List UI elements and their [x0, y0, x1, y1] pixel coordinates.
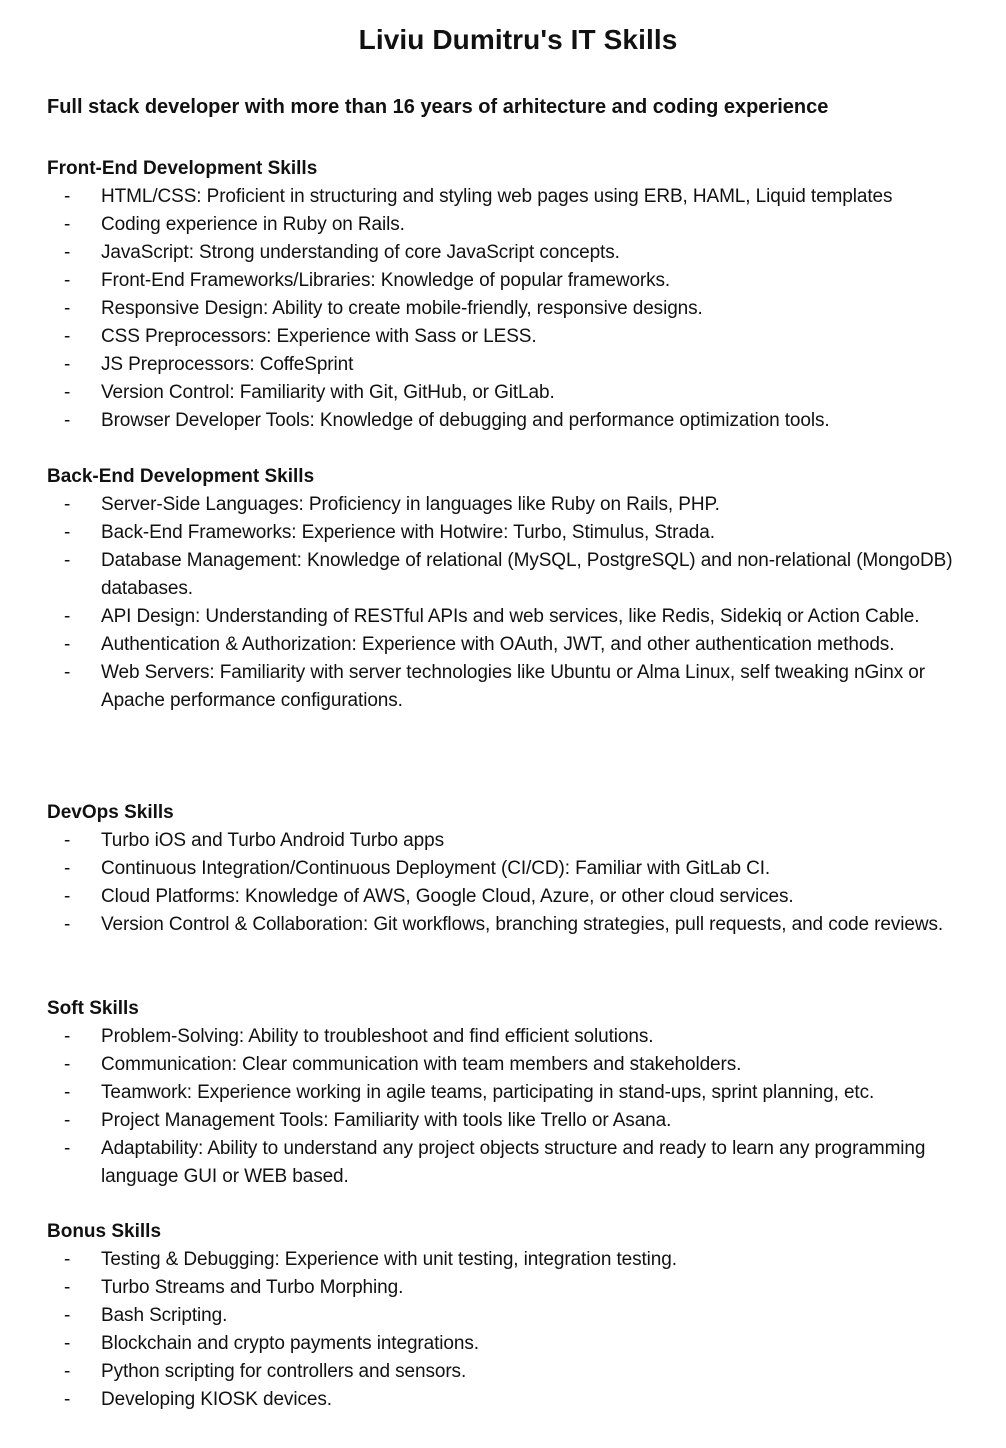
list-item [47, 407, 982, 435]
list-item-text: Bash Scripting. [101, 1305, 228, 1326]
list-item [47, 211, 982, 239]
list-item [47, 883, 982, 911]
list-item-text: Front-End Frameworks/Libraries: Knowledge of popular frameworks. [101, 270, 671, 291]
skill-list [47, 183, 982, 435]
bullet-dash: - [64, 410, 71, 431]
list-item [47, 519, 982, 547]
list-item [47, 603, 982, 631]
section-heading: DevOps Skills [47, 802, 174, 823]
bullet-dash: - [64, 186, 71, 207]
bullet-dash: - [64, 1361, 71, 1382]
list-item [47, 239, 982, 267]
list-item [47, 827, 982, 855]
bullet-dash: - [64, 522, 71, 543]
list-item [47, 1051, 982, 1079]
skill-list [47, 491, 982, 715]
bullet-dash: - [64, 1110, 71, 1131]
list-item-text: Python scripting for controllers and sensors. [101, 1361, 467, 1382]
list-item [47, 295, 982, 323]
list-item-text: API Design: Understanding of RESTful APIs and web services, like Redis, Sidekiq or Action Cable. [101, 606, 920, 627]
list-item [47, 1079, 982, 1107]
list-item [47, 659, 982, 715]
list-item [47, 1246, 982, 1274]
bullet-dash: - [64, 634, 71, 655]
bullet-dash: - [64, 354, 71, 375]
list-item-text: Problem-Solving: Ability to troubleshoot and find efficient solutions. [101, 1026, 654, 1047]
list-item [47, 1358, 982, 1386]
bullet-dash: - [64, 1277, 71, 1298]
list-item [47, 1023, 982, 1051]
list-item [47, 267, 982, 295]
list-item-text: Coding experience in Ruby on Rails. [101, 214, 405, 235]
list-item-text: JS Preprocessors: CoffeSprint [101, 354, 354, 375]
bullet-dash: - [64, 550, 71, 571]
bullet-dash: - [64, 1082, 71, 1103]
list-item-text: Turbo Streams and Turbo Morphing. [101, 1277, 404, 1298]
section-front-end [47, 155, 982, 435]
list-item [47, 323, 982, 351]
page-title: Liviu Dumitru's IT Skills [358, 24, 678, 55]
list-item-text: Cloud Platforms: Knowledge of AWS, Google Cloud, Azure, or other cloud services. [101, 886, 794, 907]
list-item-text: HTML/CSS: Proficient in structuring and styling web pages using ERB, HAML, Liquid templates [101, 186, 893, 207]
bullet-dash: - [64, 1305, 71, 1326]
bullet-dash: - [64, 830, 71, 851]
list-item-text: Testing & Debugging: Experience with unit testing, integration testing. [101, 1249, 677, 1270]
list-item [47, 491, 982, 519]
section-heading: Back-End Development Skills [47, 466, 315, 487]
bullet-dash: - [64, 1333, 71, 1354]
bullet-dash: - [64, 326, 71, 347]
bullet-dash: - [64, 1138, 71, 1159]
list-item-text: Version Control & Collaboration: Git workflows, branching strategies, pull requests, and code reviews. [101, 914, 944, 935]
list-item [47, 1302, 982, 1330]
list-item [47, 1274, 982, 1302]
bullet-dash: - [64, 270, 71, 291]
list-item [47, 1330, 982, 1358]
list-item-text: Developing KIOSK devices. [101, 1389, 332, 1410]
list-item [47, 547, 982, 603]
bullet-dash: - [64, 662, 71, 683]
list-item [47, 1107, 982, 1135]
bullet-dash: - [64, 494, 71, 515]
list-item-text: JavaScript: Strong understanding of core JavaScript concepts. [101, 242, 620, 263]
bullet-dash: - [64, 214, 71, 235]
section-bonus-skills [47, 1218, 982, 1414]
list-item-text: Teamwork: Experience working in agile teams, participating in stand-ups, sprint planning, etc. [101, 1082, 875, 1103]
page-subtitle: Full stack developer with more than 16 years of arhitecture and coding experience [47, 96, 829, 118]
list-item-text: Turbo iOS and Turbo Android Turbo apps [101, 830, 444, 851]
list-item-text: Responsive Design: Ability to create mobile-friendly, responsive designs. [101, 298, 703, 319]
bullet-dash: - [64, 858, 71, 879]
bullet-dash: - [64, 1054, 71, 1075]
section-heading: Soft Skills [47, 998, 139, 1019]
skill-list [47, 827, 982, 939]
section-heading: Bonus Skills [47, 1221, 162, 1242]
bullet-dash: - [64, 886, 71, 907]
list-item [47, 855, 982, 883]
list-item-text: Database Management: Knowledge of relational (MySQL, PostgreSQL) and non-relational (MongoDB) databases. [101, 550, 953, 599]
bullet-dash: - [64, 242, 71, 263]
list-item-text: CSS Preprocessors: Experience with Sass or LESS. [101, 326, 537, 347]
section-back-end [47, 463, 982, 715]
bullet-dash: - [64, 606, 71, 627]
skill-list [47, 1023, 982, 1191]
list-item [47, 631, 982, 659]
bullet-dash: - [64, 382, 71, 403]
bullet-dash: - [64, 1249, 71, 1270]
bullet-dash: - [64, 298, 71, 319]
list-item-text: Authentication & Authorization: Experience with OAuth, JWT, and other authentication methods. [101, 634, 895, 655]
list-item-text: Continuous Integration/Continuous Deployment (CI/CD): Familiar with GitLab CI. [101, 858, 771, 879]
section-soft-skills [47, 995, 982, 1191]
list-item-text: Project Management Tools: Familiarity with tools like Trello or Asana. [101, 1110, 672, 1131]
list-item [47, 379, 982, 407]
list-item [47, 1386, 982, 1414]
list-item-text: Server-Side Languages: Proficiency in languages like Ruby on Rails, PHP. [101, 494, 720, 515]
section-devops [47, 799, 982, 939]
section-heading: Front-End Development Skills [47, 158, 318, 179]
list-item-text: Back-End Frameworks: Experience with Hotwire: Turbo, Stimulus, Strada. [101, 522, 715, 543]
list-item-text: Browser Developer Tools: Knowledge of debugging and performance optimization tools. [101, 410, 830, 431]
list-item-text: Adaptability: Ability to understand any project objects structure and ready to learn any programming language GUI or WEB based. [101, 1138, 926, 1187]
list-item [47, 1135, 982, 1191]
list-item [47, 351, 982, 379]
list-item-text: Web Servers: Familiarity with server technologies like Ubuntu or Alma Linux, self tweaking nGinx or Apache performance configurations. [101, 662, 925, 711]
bullet-dash: - [64, 1389, 71, 1410]
list-item-text: Communication: Clear communication with team members and stakeholders. [101, 1054, 742, 1075]
list-item [47, 183, 982, 211]
list-item-text: Version Control: Familiarity with Git, GitHub, or GitLab. [101, 382, 555, 403]
skill-list [47, 1246, 982, 1414]
list-item-text: Blockchain and crypto payments integrations. [101, 1333, 479, 1354]
bullet-dash: - [64, 914, 71, 935]
bullet-dash: - [64, 1026, 71, 1047]
list-item [47, 911, 982, 939]
